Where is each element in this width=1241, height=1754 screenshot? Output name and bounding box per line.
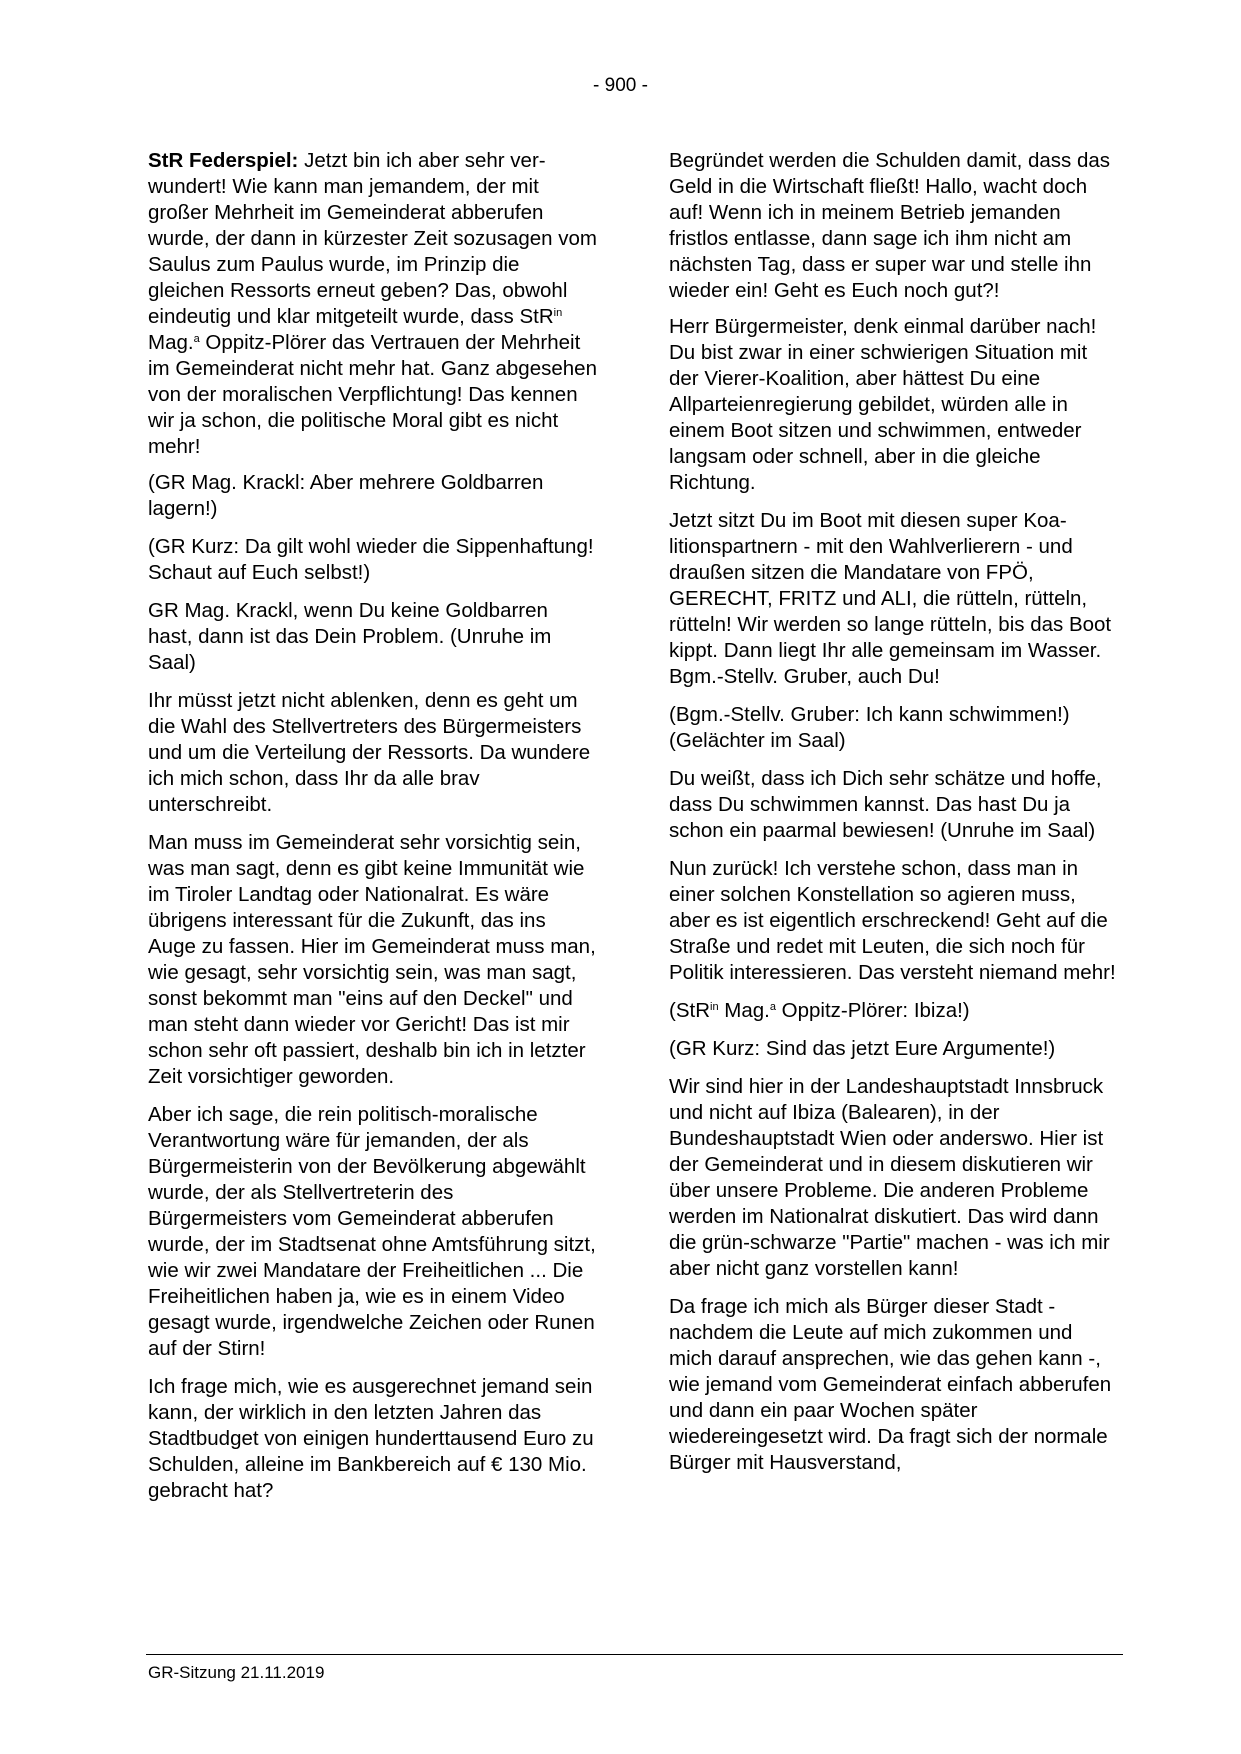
speaker-name: StR Federspiel: xyxy=(148,149,299,172)
interjection: (GR Kurz: Sind das jetzt Eure Argumente!) xyxy=(669,1037,1056,1060)
footer-session-date: GR-Sitzung 21.11.2019 xyxy=(148,1663,325,1682)
superscript: a xyxy=(193,333,200,345)
speech-paragraph: Begründet werden die Schulden damit, dass das Geld in die Wirtschaft fließt! Hallo, wacht doch auf! Wenn ich in meinem Betrieb jemanden fristlos entlasse, dann sage ich ihm nicht am nächsten Tag, dass er super war und stelle ihn wieder ein! Geht es Euch noch gut?! xyxy=(669,149,1111,302)
speech-paragraph: Ich frage mich, wie es ausgerechnet jemand sein kann, der wirklich in den letzten Jahren das Stadtbudget von einigen hunderttausend Euro zu Schulden, alleine im Bankbereich auf € 130 Mio. gebracht hat? xyxy=(148,1375,594,1502)
interjection-text: (StR xyxy=(669,999,710,1022)
speech-paragraph: Ihr müsst jetzt nicht ablenken, denn es geht um die Wahl des Stellvertreters des Bürgermeisters und um die Verteilung der Ressorts. Da wundere ich mich schon, dass Ihr da alle brav unterschreibt. xyxy=(148,689,591,816)
speech-paragraph: Wir sind hier in der Landeshauptstadt Innsbruck und nicht auf Ibiza (Balearen), in der Bundeshauptstadt Wien oder anderswo. Hier ist der Gemeinderat und in diesem diskutieren wir über unsere Probleme. Die anderen Probleme werden im Nationalrat diskutiert. Das wird dann die grün-schwarze "Partie" machen - was ich mir aber nicht ganz vorstellen kann! xyxy=(669,1075,1110,1280)
speech-paragraph: Da frage ich mich als Bürger dieser Stadt - nachdem die Leute auf mich zukommen und mich darauf ansprechen, wie das gehen kann -, wie jemand vom Gemeinderat einfach abberufen und dann ein paar Wochen später wiedereingesetzt wird. Da fragt sich der normale Bürger mit Hausverstand, xyxy=(669,1295,1112,1474)
superscript: a xyxy=(769,1001,776,1013)
left-column xyxy=(148,148,598,1516)
speech-paragraph: Nun zurück! Ich verstehe schon, dass man in einer solchen Konstellation so agieren muss, aber es ist eigentlich erschreckend! Geht auf die Straße und redet mit Leuten, die sich noch für Politik interessieren. Das versteht niemand mehr! xyxy=(669,857,1116,984)
speech-text: Oppitz-Plörer das Vertrauen der Mehrheit im Gemeinderat nicht mehr hat. Ganz abgesehen von der moralischen Verpflichtung! Das kennen wir ja schon, die politische Moral gibt es nicht mehr! xyxy=(148,331,597,458)
interjection-text: Mag. xyxy=(718,999,770,1022)
interjection xyxy=(669,998,1119,1024)
speech-text: Mag. xyxy=(148,331,194,354)
page-number: - 900 - xyxy=(593,75,648,96)
right-column xyxy=(669,148,1119,1488)
speech-paragraph: Jetzt sitzt Du im Boot mit diesen super Koalitionspartnern - mit den Wahlverlierern - und draußen sitzen die Mandatare von FPÖ, GERECHT, FRITZ und ALI, die rütteln, rütteln, rütteln! Wir werden so lange rütteln, bis das Boot kippt. Dann liegt Ihr alle gemeinsam im Wasser. Bgm.-Stellv. Gruber, auch Du! xyxy=(669,509,1112,688)
speech-paragraph: Herr Bürgermeister, denk einmal darüber nach! Du bist zwar in einer schwierigen Situation mit der Vierer-Koalition, aber hättest Du eine Allparteienregierung gebildet, würden alle in einem Boot sitzen und schwimmen, entweder langsam oder schnell, aber in die gleiche Richtung. xyxy=(669,315,1097,494)
superscript: in xyxy=(553,307,563,319)
speech-paragraph: Man muss im Gemeinderat sehr vorsichtig sein, was man sagt, denn es gibt keine Immunität wie im Tiroler Landtag oder Nationalrat. Es wäre übrigens interessant für die Zukunft, das ins Auge zu fassen. Hier im Gemeinderat muss man, wie gesagt, sehr vorsichtig sein, was man sagt, sonst bekommt man "eins auf den Deckel" und man steht dann wieder vor Gericht! Das ist mir schon sehr oft passiert, deshalb bin ich in letzter Zeit vorsichtiger geworden. xyxy=(148,831,596,1088)
footer-divider xyxy=(146,1654,1123,1655)
speech-paragraph: GR Mag. Krackl, wenn Du keine Goldbarren hast, dann ist das Dein Problem. (Unruhe im Saal) xyxy=(148,599,552,674)
superscript: in xyxy=(710,1001,719,1013)
interjection: (GR Mag. Krackl: Aber mehrere Goldbarren lagern!) xyxy=(148,471,544,520)
interjection-text: Oppitz-Plörer: Ibiza!) xyxy=(775,999,970,1022)
speech-paragraph: Du weißt, dass ich Dich sehr schätze und hoffe, dass Du schwimmen kannst. Das hast Du ja schon ein paarmal bewiesen! (Unruhe im Saal) xyxy=(669,767,1102,842)
speech-paragraph: Aber ich sage, die rein politisch-moralische Verantwortung wäre für jemanden, der als Bürgermeisterin von der Bevölkerung abgewählt wurde, der als Stellvertreterin des Bürgermeisters vom Gemeinderat abberufen wurde, der im Stadtsenat ohne Amtsführung sitzt, wie wir zwei Mandatare der Freiheitlichen ... Die Freiheitlichen haben ja, wie es in einem Video gesagt wurde, irgendwelche Zeichen oder Runen auf der Stirn! xyxy=(148,1103,596,1360)
interjection: (GR Kurz: Da gilt wohl wieder die Sippenhaftung! Schaut auf Euch selbst!) xyxy=(148,535,594,584)
speech-text: Jetzt bin ich aber sehr verwundert! Wie kann man jemandem, der mit großer Mehrheit im Gemeinderat abberufen wurde, der dann in kürzester Zeit sozusagen vom Saulus zum Paulus wurde, im Prinzip die gleichen Ressorts erneut geben? Das, obwohl eindeutig und klar mitgeteilt wurde, dass StR xyxy=(148,149,597,328)
interjection: (Bgm.-Stellv. Gruber: Ich kann schwimmen!) (Gelächter im Saal) xyxy=(669,703,1070,752)
speech-paragraph xyxy=(148,148,598,460)
